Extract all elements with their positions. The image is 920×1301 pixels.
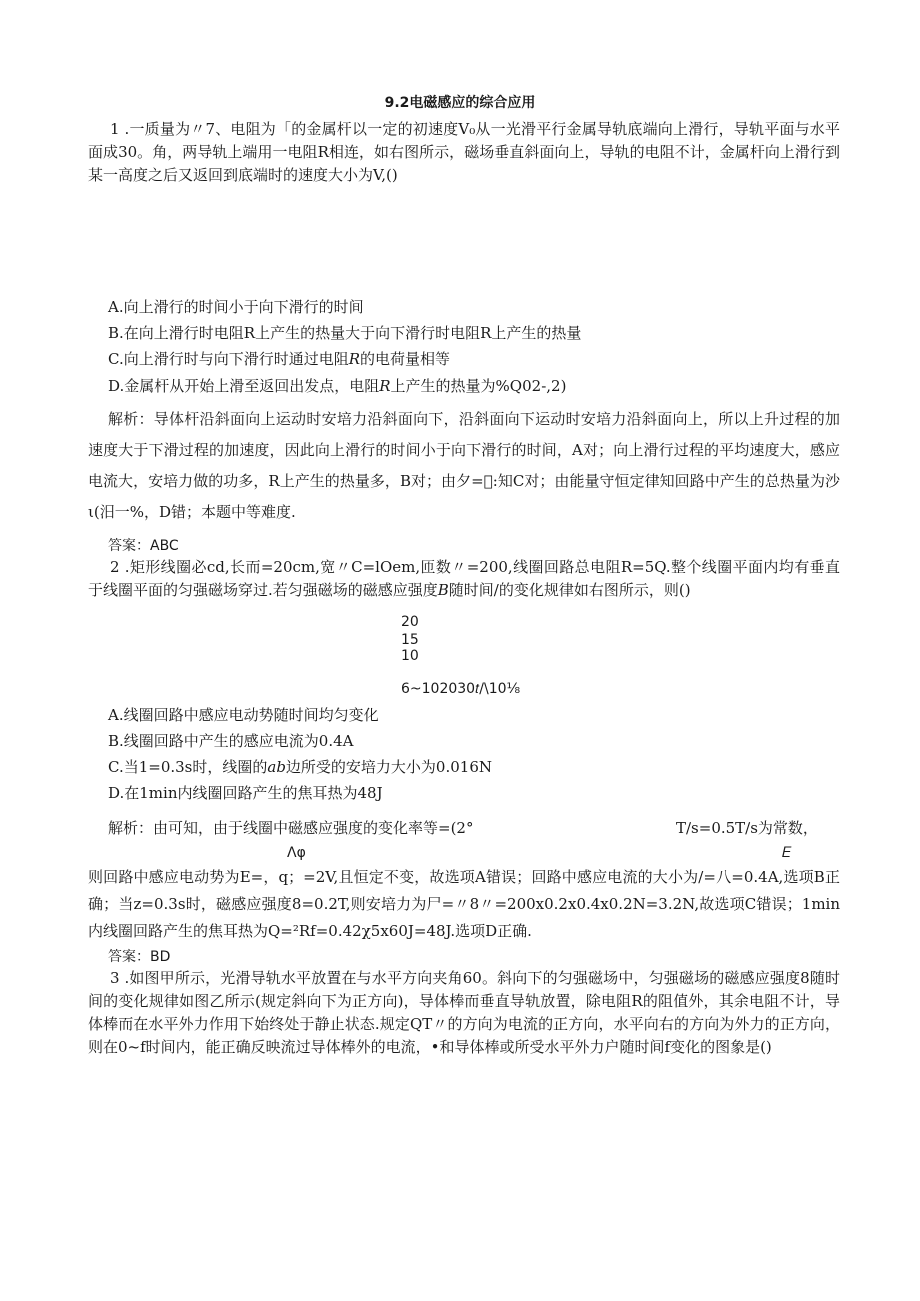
question-2-analysis-rate: T∕s=0.5T∕s为常数，: [676, 819, 818, 837]
page-title: 9.2电磁感应的综合应用: [384, 95, 536, 111]
question-1-option-c: C.向上滑行时与向下滑行时通过电阻𝑅的电荷量相等: [108, 350, 451, 368]
question-2-option-b: B.线圈回路中产生的感应电流为0.4A: [108, 732, 354, 750]
question-2-option-a: A.线圈回路中感应电动势随时间均匀变化: [108, 706, 379, 724]
formula-fragment: Λφ: [287, 845, 306, 861]
question-1-option-b: B.在向上滑行时电阻R上产生的热量大于向下滑行时电阻R上产生的热量: [108, 324, 582, 342]
question-2-analysis-start: 解析：由可知，由于线圈中磁感应强度的变化率等=(2°: [108, 819, 474, 837]
question-3-stem: 3 .如图甲所示，光滑导轨水平放置在与水平方向夹角60。斜向下的匀强磁场中，匀强磁场的磁感应强度8随时间的变化规律如图乙所示(规定斜向下为正方向)，导体棒而垂直导轨放置，除电阻R的阻值外，其余电阻不计，导体棒而在水平外力作用下始终处于静止状态.规定QT〃的方向为电流的正方向，水平向右的方向为外力的正方向，则在0~f时间内，能正确反映流过导体棒外的电流，•和导体棒或所受水平外力户随时间f变化的图象是(): [88, 969, 840, 1056]
graph-axis-label: 6~102030𝑡/\10⅛: [401, 681, 521, 697]
question-2-option-c: C.当1=0.3s时，线圈的𝑎𝑏边所受的安培力大小为0.016N: [108, 758, 492, 776]
question-2-option-d: D.在1min内线圈回路产生的焦耳热为48J: [108, 784, 383, 802]
question-2-answer: 答案：BD: [108, 949, 171, 965]
graph-tick-label: 15: [401, 632, 419, 648]
question-1-answer: 答案：ABC: [108, 538, 179, 554]
question-1-option-d: D.金属杆从开始上滑至返回出发点，电阻𝑅上产生的热量为%Q02-,2): [108, 377, 567, 395]
formula-fragment: 𝐸: [782, 845, 791, 861]
question-1-option-a: A.向上滑行的时间小于向下滑行的时间: [108, 298, 364, 316]
question-2-analysis: 则回路中感应电动势为E=，q；=2V,且恒定不变，故选项A错误；回路中感应电流的大小为/=八=0.4A,选项B正确；当z=0.3s时，磁感应强度8=0.2T,则安培力为尸=〃8〃=200x0.2x0.4x0.2N=3.2N,故选项C错误；1min内线圈回路产生的焦耳热为Q=²Rf=0.42χ5x60J=48J.选项D正确.: [88, 868, 840, 940]
graph-tick-label: 10: [401, 648, 419, 664]
question-1-analysis: 解析：导体杆沿斜面向上运动时安培力沿斜面向下，沿斜面向下运动时安培力沿斜面向上，所以上升过程的加速度大于下滑过程的加速度，因此向上滑行的时间小于向下滑行的时间，A对；向上滑行过程的平均速度大，感应电流大，安培力做的功多，R上产生的热量多，B对；由夕=𪬖:知C对；由能量守恒定律知回路中产生的总热量为沙ι(汨一%，D错；本题中等难度.: [88, 410, 840, 521]
question-1-stem: 1 .一质量为〃7、电阻为「的金属杆以一定的初速度V₀从一光滑平行金属导轨底端向上滑行，导轨平面与水平面成30。角，两导轨上端用一电阻R相连，如右图所示，磁场垂直斜面向上，导轨的电阻不计，金属杆向上滑行到某一高度之后又返回到底端时的速度大小为V,(): [88, 120, 840, 184]
question-2-stem: 2 .矩形线圈必cd,长而=20cm,宽〃C=lOem,匝数〃=200,线圈回路总电阻R=5Q.整个线圈平面内均有垂直于线圈平面的匀强磁场穿过.若匀强磁场的磁感应强度𝐵随时间/的变化规律如右图所示，则(): [88, 558, 840, 599]
graph-tick-label: 20: [401, 614, 419, 630]
